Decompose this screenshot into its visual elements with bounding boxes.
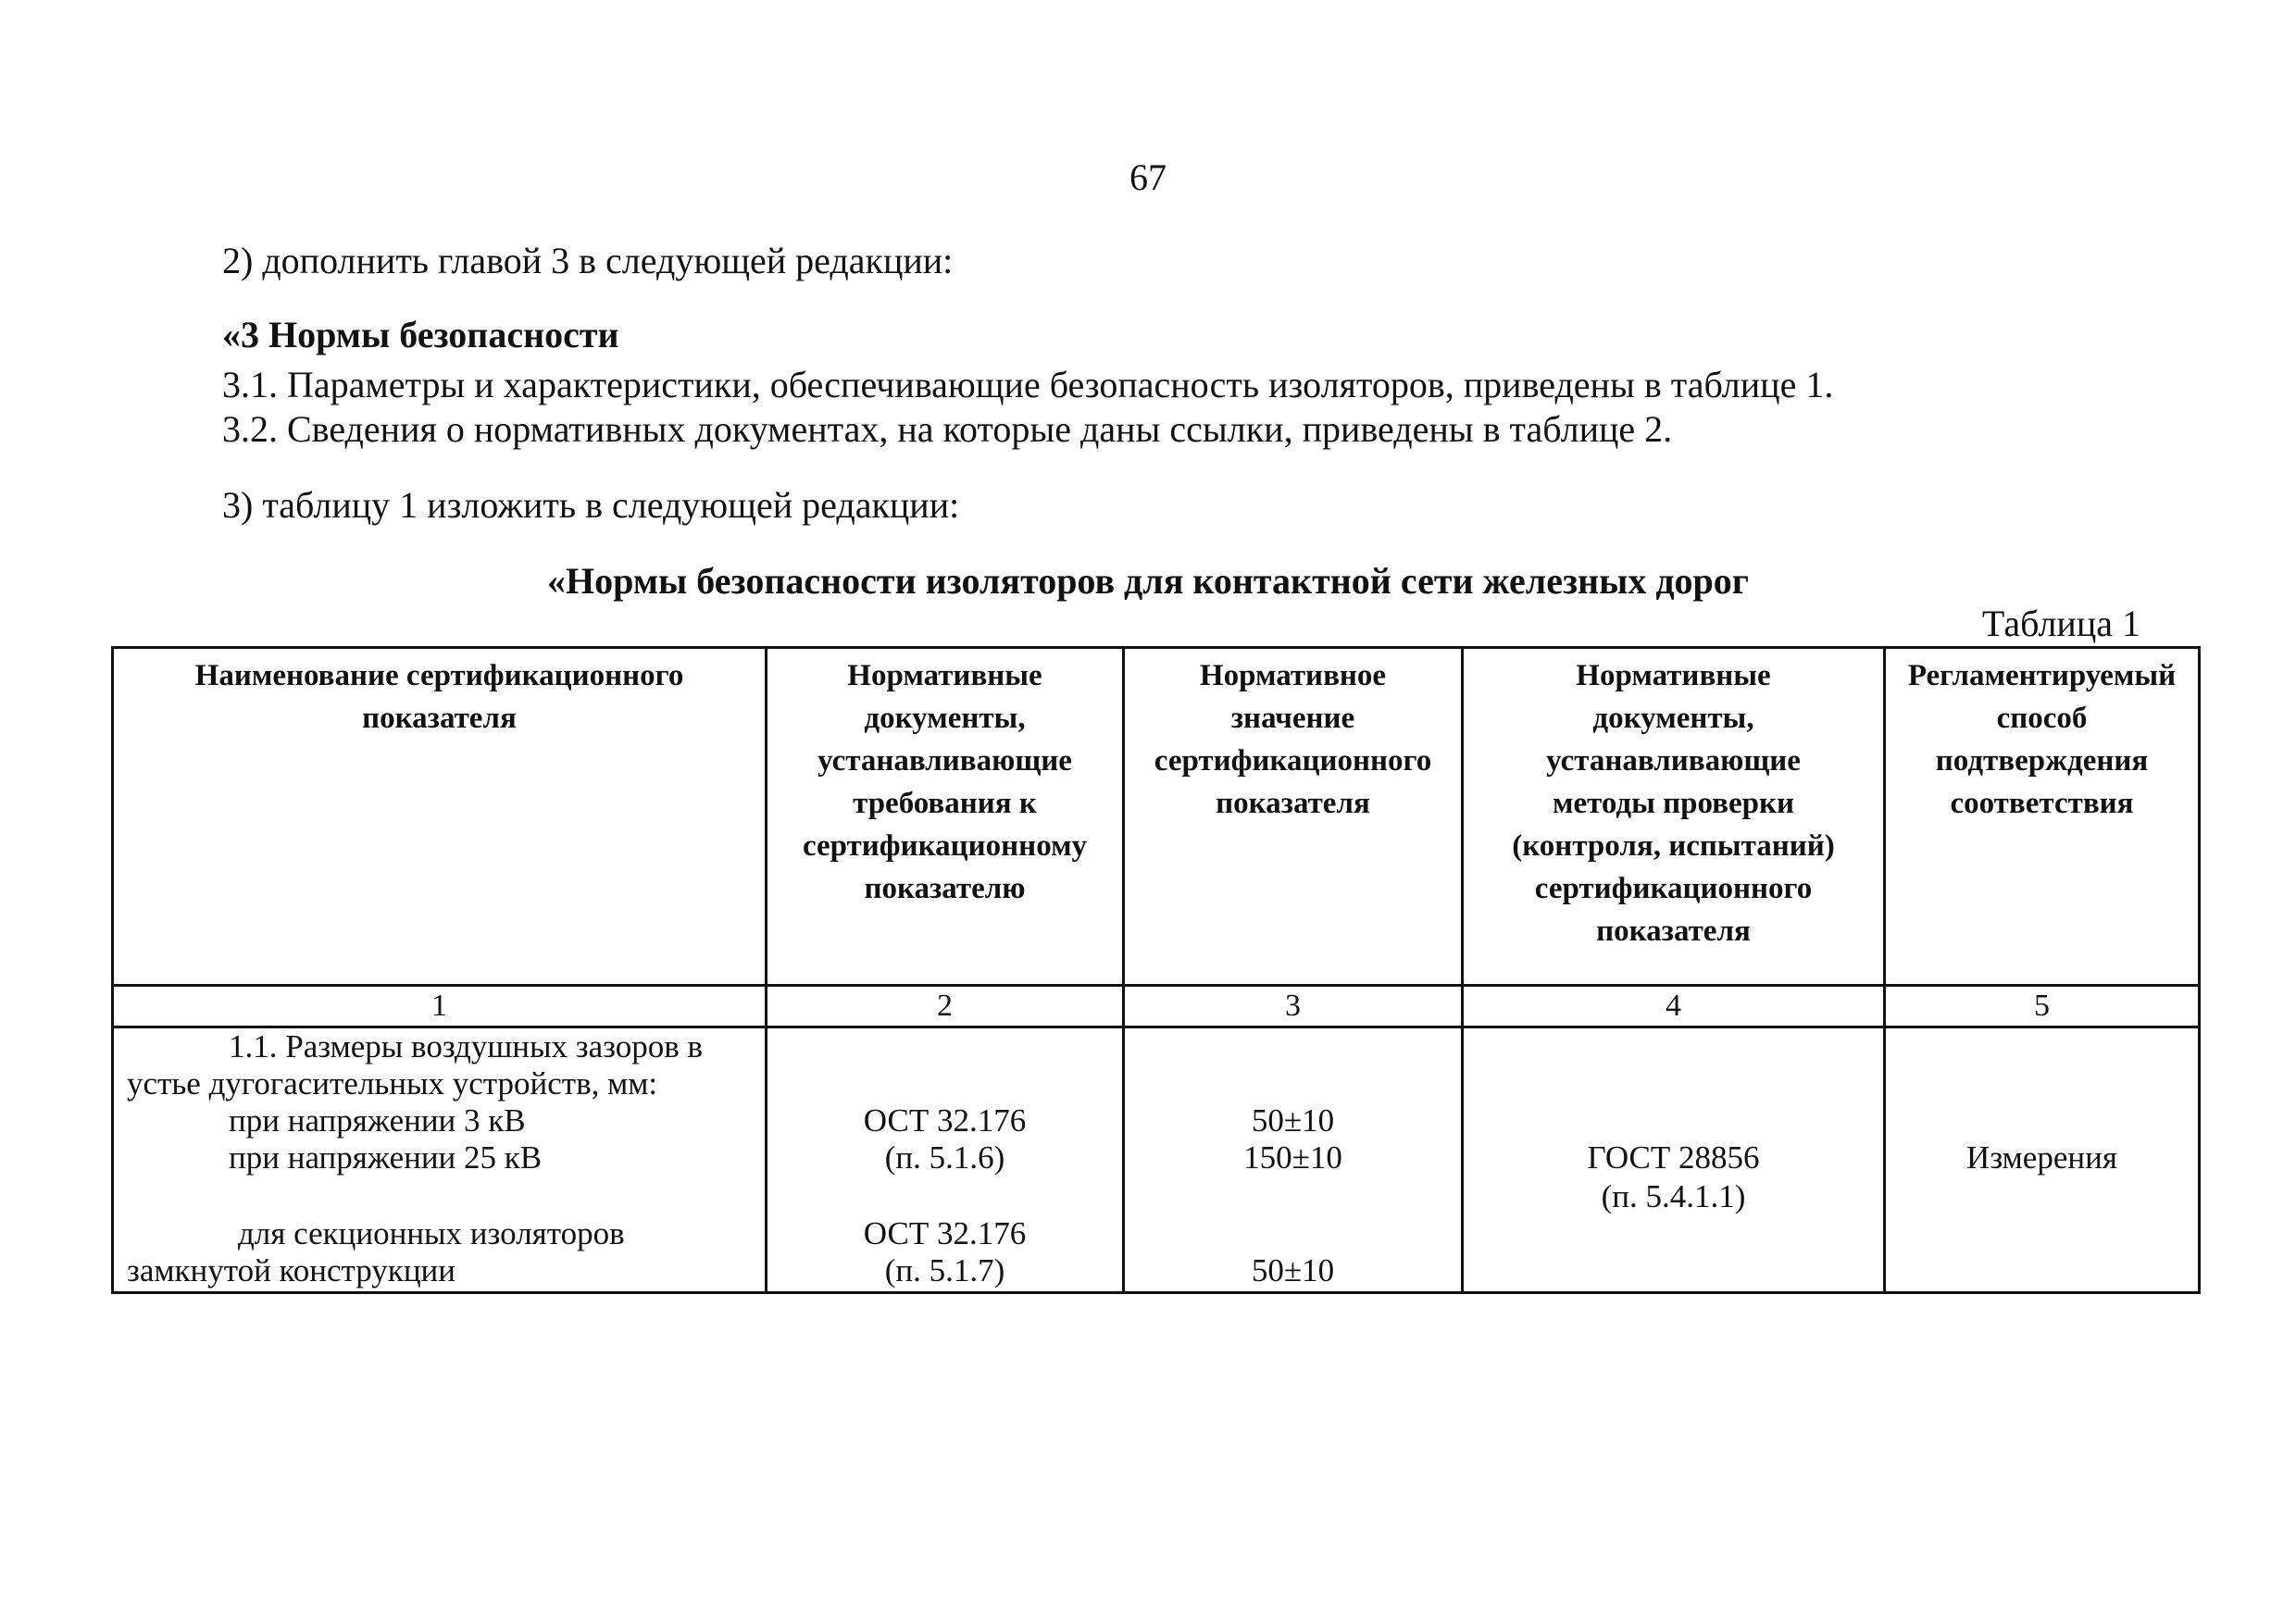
column-number: 2	[767, 986, 1124, 1027]
table-label: Таблица 1	[1981, 603, 2140, 644]
cell-normative-value	[1124, 1027, 1463, 1293]
cell-normative-docs	[767, 1027, 1124, 1293]
header-line: устанавливающие	[817, 744, 1072, 778]
header-line: показателю	[864, 872, 1026, 905]
header-line: Наименование сертификационного	[194, 659, 684, 692]
indicator-line: при напряжении 25 кВ	[229, 1139, 543, 1176]
column-number: 1	[113, 986, 767, 1027]
amendment-2-text: 2) дополнить главой 3 в следующей редакции:	[222, 240, 954, 281]
item-3-1-text: 3.1. Параметры и характеристики, обеспечивающие безопасность изоляторов, приведены в таблице 1.	[222, 364, 1834, 405]
section-heading: «3 Нормы безопасности	[222, 314, 619, 355]
method-clause: (п. 5.4.1.1)	[1601, 1178, 1746, 1214]
column-number: 4	[1463, 986, 1885, 1027]
header-cell-test-methods	[1463, 648, 1885, 986]
indicator-line: устье дугогасительных устройств, мм:	[127, 1065, 658, 1101]
column-number: 5	[1885, 986, 2200, 1027]
header-line: показателя	[362, 702, 517, 735]
header-cell-normative-docs	[767, 648, 1124, 986]
header-line: устанавливающие	[1546, 744, 1801, 778]
header-cell-normative-value	[1124, 648, 1463, 986]
header-line: значение	[1230, 702, 1355, 735]
table-row	[113, 1027, 2200, 1293]
page-number: 67	[1129, 156, 1167, 198]
amendment-3-text: 3) таблицу 1 изложить в следующей редакции:	[222, 484, 960, 526]
value-25kv: 150±10	[1243, 1139, 1342, 1176]
cell-indicator-name	[113, 1027, 767, 1293]
header-line: Нормативные	[1576, 659, 1771, 692]
header-line: (контроля, испытаний)	[1512, 829, 1835, 863]
header-line: способ	[1996, 702, 2088, 735]
doc-reference: ОСТ 32.176	[863, 1102, 1027, 1139]
column-number: 3	[1124, 986, 1463, 1027]
header-line: методы проверки	[1552, 787, 1795, 820]
header-line: сертификационному	[802, 829, 1088, 863]
header-cell-confirmation-method	[1885, 648, 2200, 986]
header-line: требования к	[853, 787, 1037, 820]
header-line: сертификационного	[1534, 872, 1813, 905]
header-line: Нормативные	[847, 659, 1042, 692]
header-line: подтверждения	[1935, 744, 2149, 778]
indicator-line: для секционных изоляторов	[238, 1215, 625, 1251]
table-header-row	[113, 648, 2200, 986]
indicator-line: при напряжении 3 кВ	[229, 1102, 526, 1139]
header-line: соответствия	[1950, 787, 2134, 820]
table-title: «Нормы безопасности изоляторов для контактной сети железных дорог	[547, 560, 1749, 602]
header-line: Нормативное	[1199, 659, 1387, 692]
cell-confirmation	[1885, 1027, 2200, 1293]
header-line: показателя	[1216, 787, 1370, 820]
header-line: показателя	[1596, 915, 1751, 948]
cell-test-method	[1463, 1027, 1885, 1293]
doc-clause: (п. 5.1.6)	[884, 1139, 1005, 1176]
indicator-line: замкнутой конструкции	[127, 1252, 456, 1288]
header-cell-name	[113, 648, 767, 986]
column-number-row	[113, 986, 2200, 1027]
item-3-2-text: 3.2. Сведения о нормативных документах, на которые даны ссылки, приведены в таблице 2.	[222, 408, 1673, 450]
header-line: Регламентируемый	[1907, 659, 2177, 692]
header-line: документы,	[1592, 702, 1754, 735]
header-line: документы,	[864, 702, 1026, 735]
doc-clause: (п. 5.1.7)	[884, 1252, 1005, 1288]
header-line: сертификационного	[1154, 744, 1432, 778]
indicator-line: 1.1. Размеры воздушных зазоров в	[229, 1028, 704, 1064]
confirmation-method: Измерения	[1966, 1139, 2117, 1176]
doc-reference: ОСТ 32.176	[863, 1215, 1027, 1251]
value-3kv: 50±10	[1251, 1102, 1335, 1139]
value-sectional: 50±10	[1251, 1252, 1335, 1288]
method-reference: ГОСТ 28856	[1587, 1139, 1760, 1176]
norms-table	[111, 646, 2201, 1294]
